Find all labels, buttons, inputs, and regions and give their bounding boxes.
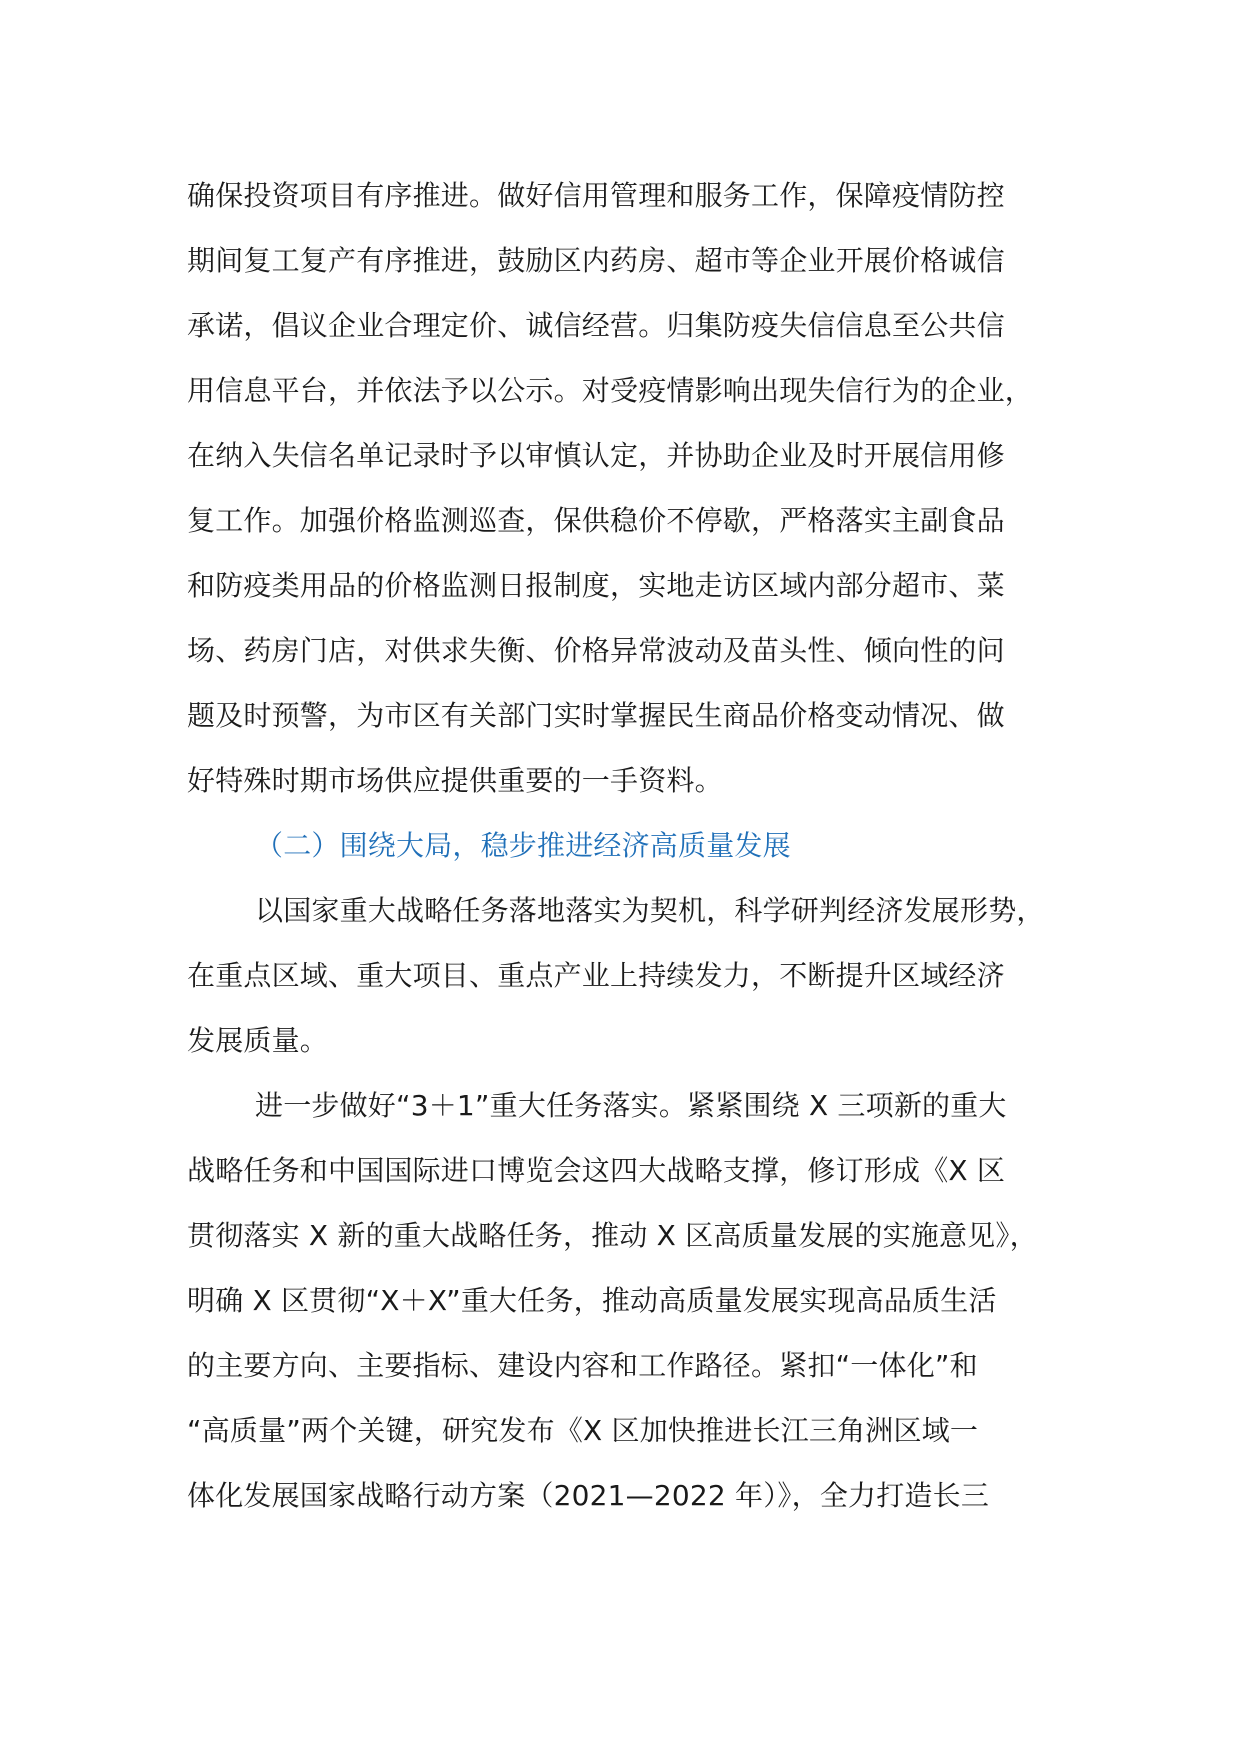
paragraph-line: 发展质量。	[187, 1024, 329, 1057]
paragraph-line: 以国家重大战略任务落地落实为契机，科学研判经济发展形势，	[255, 894, 1045, 927]
paragraph-line: 题及时预警，为市区有关部门实时掌握民生商品价格变动情况、做	[187, 699, 1005, 732]
paragraph-line: 在重点区域、重大项目、重点产业上持续发力，不断提升区域经济	[187, 959, 1005, 992]
paragraph-line: 好特殊时期市场供应提供重要的一手资料。	[187, 764, 723, 797]
paragraph-line: 承诺，倡议企业合理定价、诚信经营。归集防疫失信信息至公共信	[187, 309, 1005, 342]
paragraph-line: 用信息平台，并依法予以公示。对受疫情影响出现失信行为的企业，	[187, 374, 1034, 407]
paragraph-line: 确保投资项目有序推进。做好信用管理和服务工作，保障疫情防控	[187, 179, 1005, 212]
paragraph-line: 贯彻落实 X 新的重大战略任务，推动 X 区高质量发展的实施意见》，	[187, 1219, 1038, 1252]
paragraph-line: 体化发展国家战略行动方案（2021—2022 年）》，全力打造长三	[187, 1479, 990, 1512]
section-heading: （二）围绕大局，稳步推进经济高质量发展	[255, 829, 791, 862]
document-body	[187, 163, 1077, 1528]
paragraph-line: 场、药房门店，对供求失衡、价格异常波动及苗头性、倾向性的问	[187, 634, 1005, 667]
paragraph-line: 明确 X 区贯彻“X＋X”重大任务，推动高质量发展实现高品质生活	[187, 1284, 997, 1317]
paragraph-line: 在纳入失信名单记录时予以审慎认定，并协助企业及时开展信用修	[187, 439, 1005, 472]
paragraph-line: 进一步做好“3＋1”重大任务落实。紧紧围绕 X 三项新的重大	[255, 1089, 1007, 1122]
paragraph-line: 期间复工复产有序推进，鼓励区内药房、超市等企业开展价格诚信	[187, 244, 1005, 277]
paragraph-line: 和防疫类用品的价格监测日报制度，实地走访区域内部分超市、菜	[187, 569, 1005, 602]
paragraph-line: “高质量”两个关键，研究发布《X 区加快推进长江三角洲区域一	[187, 1414, 979, 1447]
paragraph-line: 战略任务和中国国际进口博览会这四大战略支撑，修订形成《X 区	[187, 1154, 1006, 1187]
paragraph-line: 复工作。加强价格监测巡查，保供稳价不停歇，严格落实主副食品	[187, 504, 1005, 537]
paragraph-line: 的主要方向、主要指标、建设内容和工作路径。紧扣“一体化”和	[187, 1349, 978, 1382]
